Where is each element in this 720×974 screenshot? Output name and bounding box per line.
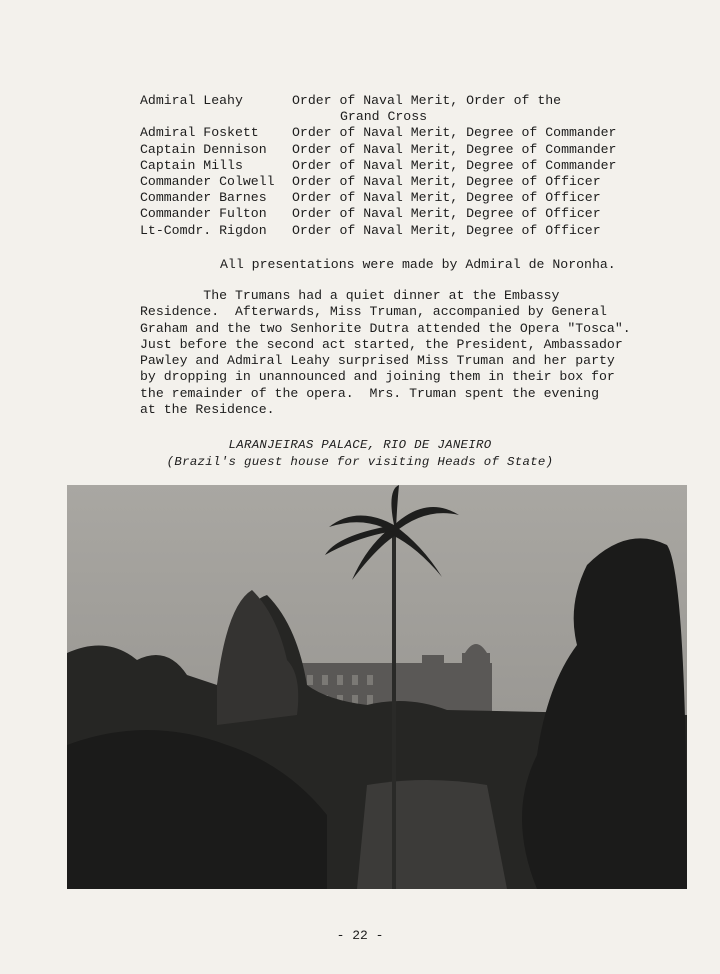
award-recipient: Lt-Comdr. Rigdon <box>140 222 267 238</box>
paragraph-line: Pawley and Admiral Leahy surprised Miss Truman and her party <box>140 353 615 369</box>
photo-caption-subtitle: (Brazil's guest house for visiting Heads of State) <box>166 455 554 469</box>
award-detail: Order of Naval Merit, Degree of Commander <box>292 157 617 173</box>
presentations-note: All presentations were made by Admiral de Noronha. <box>220 257 616 272</box>
award-recipient: Commander Fulton <box>140 206 267 222</box>
palace-photograph <box>67 485 687 889</box>
palace-photo-illustration <box>67 485 687 889</box>
award-recipient: Captain Dennison <box>140 141 267 157</box>
award-row <box>140 223 660 239</box>
award-detail: Order of Naval Merit, Order of the <box>292 93 562 108</box>
award-detail: Order of Naval Merit, Degree of Officer <box>292 174 601 190</box>
award-detail: Order of Naval Merit, Degree of Officer <box>292 222 601 238</box>
award-row <box>140 190 660 206</box>
paragraph-line: the remainder of the opera. Mrs. Truman spent the evening <box>140 385 599 401</box>
award-row <box>140 206 660 222</box>
paragraph-line: by dropping in unannounced and joining them in their box for <box>140 369 615 385</box>
award-row <box>140 158 660 174</box>
award-detail-continuation: Grand Cross <box>340 109 428 125</box>
awards-list <box>140 93 660 239</box>
paragraph-line: The Trumans had a quiet dinner at the Embassy <box>140 288 560 303</box>
page-number: - 22 - <box>336 928 384 943</box>
award-row <box>140 142 660 158</box>
award-recipient: Commander Barnes <box>140 190 267 206</box>
award-detail: Order of Naval Merit, Degree of Officer <box>292 190 601 206</box>
paragraph-line: Residence. Afterwards, Miss Truman, accompanied by General <box>140 304 607 320</box>
award-recipient: Admiral Foskett <box>140 125 259 141</box>
award-recipient: Captain Mills <box>140 157 243 173</box>
award-detail: Order of Naval Merit, Degree of Officer <box>292 206 601 222</box>
dinner-paragraph <box>140 288 640 418</box>
award-recipient: Admiral Leahy <box>140 93 243 108</box>
paragraph-line: at the Residence. <box>140 402 275 418</box>
paragraph-line: Graham and the two Senhorite Dutra attended the Opera "Tosca". <box>140 320 631 336</box>
photo-caption-title: LARANJEIRAS PALACE, RIO DE JANEIRO <box>228 438 492 452</box>
award-detail: Order of Naval Merit, Degree of Commander <box>292 125 617 141</box>
award-detail: Order of Naval Merit, Degree of Commander <box>292 141 617 157</box>
paragraph-line: Just before the second act started, the President, Ambassador <box>140 336 623 352</box>
award-recipient: Commander Colwell <box>140 174 275 190</box>
award-row <box>140 93 660 109</box>
award-row <box>140 174 660 190</box>
award-row <box>140 125 660 141</box>
